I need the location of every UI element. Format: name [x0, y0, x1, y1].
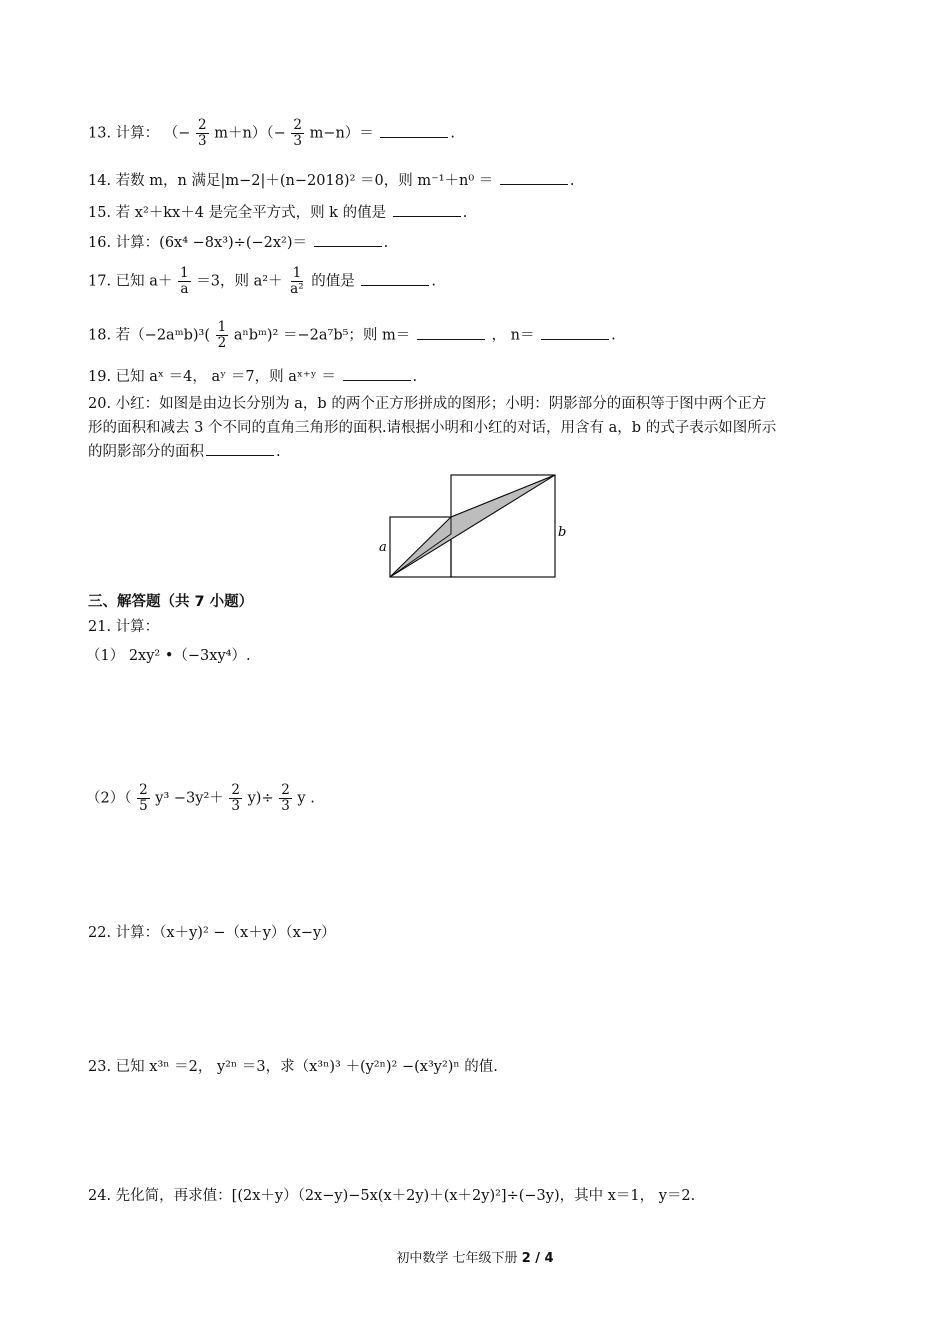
q23-number: 23. — [88, 1059, 112, 1075]
question-14: 14. 若数 m，n 满足|m−2|＋(n−2018)² ＝0，则 m⁻¹＋n⁰ ＝ . — [88, 170, 575, 191]
q21-part-2: （2）（ $\frac{2}{5}$ y³ −3y²＋ $\frac{2}{3}$ y)÷ $\frac{2}{3}$ y . — [86, 782, 315, 814]
q17-number: 17. — [88, 273, 112, 290]
q24-text: 先化简，再求值：[(2x＋y）（2x−y)−5x(x＋2y)＋(x＋2y)²]÷(−3y)，其中 x＝1， y＝2. — [115, 1188, 696, 1204]
q13-expr-a: （− — [163, 125, 191, 142]
q19-text: 已知 aˣ ＝4， aʸ ＝7，则 aˣ⁺ʸ ＝ — [115, 369, 336, 385]
q19-answer-blank[interactable] — [343, 366, 411, 381]
q24-number: 24. — [88, 1188, 112, 1204]
q20-line-2: 形的面积和减去 3 个不同的直角三角形的面积.请根据小明和小红的对话，用含有 a，b 的式子表示如图所示 — [88, 420, 777, 436]
q16-text: 计算：(6x⁴ −8x³)÷(−2x²)＝ — [115, 235, 308, 251]
q15-answer-blank[interactable] — [393, 202, 461, 217]
q13-expr-b: m＋n）（− — [214, 125, 286, 142]
q19-number: 19. — [88, 369, 112, 385]
question-13: 13. 计算： （− $\frac{2}{3}$ m＋n）（− $\frac{2}{3}$ m−n）＝ . — [88, 117, 456, 149]
diagonal-line — [390, 475, 555, 577]
footer-text: 初中数学 七年级下册 — [396, 1251, 518, 1266]
q21-number: 21. — [88, 619, 112, 635]
q15-text: 若 x²＋kx＋4 是完全平方式，则 k 的值是 — [115, 205, 387, 221]
question-24 — [88, 1186, 695, 1206]
q21-part-1: （1） 2xy² •（−3xy⁴）. — [86, 648, 251, 664]
question-17: 17. 已知 a＋ $\frac{1}{a}$ ＝3，则 a²＋ $\frac{1}{\text{a²}}$ 的值是 . — [88, 265, 436, 297]
q16-number: 16. — [88, 235, 112, 251]
q18-part-a: 若（−2aᵐb)³( — [115, 327, 210, 344]
q18-answer-blank-m[interactable] — [417, 325, 485, 340]
q13-number: 13. — [88, 125, 112, 142]
question-20: 20. 小红：如图是由边长分别为 a，b 的两个正方形拼成的图形；小明：阴影部分的面积等于图中两个正方 形的面积和减去 3 个不同的直角三角形的面积.请根据小明和小红的对话，用含有 a，b 的式子表示如图所示 的阴影部分的面积 . — [88, 392, 868, 464]
q13-text: 计算： — [115, 125, 160, 142]
question-23 — [88, 1057, 498, 1077]
q18-fraction: $\frac{1}{2}$ — [217, 319, 227, 351]
q22-number: 22. — [88, 925, 112, 941]
q13-expr-c: m−n）＝ — [309, 125, 374, 142]
question-19: 19. 已知 aˣ ＝4， aʸ ＝7，则 aˣ⁺ʸ ＝ . — [88, 366, 417, 387]
q13-fraction-2: $\frac{2}{3}$ — [293, 117, 302, 149]
q14-number: 14. — [88, 173, 112, 189]
q21-fraction-3: $\frac{2}{3}$ — [281, 782, 290, 814]
q14-text: 若数 m，n 满足|m−2|＋(n−2018)² ＝0，则 m⁻¹＋n⁰ ＝ — [115, 173, 494, 189]
question-15: 15. 若 x²＋kx＋4 是完全平方式，则 k 的值是 . — [88, 202, 467, 223]
q17-fraction-1: $\frac{1}{a}$ — [180, 265, 189, 297]
question-21 — [88, 617, 159, 637]
label-b: b — [558, 525, 567, 540]
q20-line-1: 20. 小红：如图是由边长分别为 a，b 的两个正方形拼成的图形；小明：阴影部分的面积等于图中两个正方 — [88, 396, 767, 412]
question-22 — [88, 923, 336, 943]
section-3-heading: 三、解答题（共 7 小题） — [88, 594, 254, 610]
q21-text: 计算： — [115, 619, 160, 635]
q21-fraction-1: $\frac{2}{5}$ — [139, 782, 148, 814]
q18-part-c: ， n＝ — [491, 327, 535, 344]
q15-number: 15. — [88, 205, 112, 221]
q20-line-3: 的阴影部分的面积 — [88, 444, 204, 460]
label-a: a — [379, 540, 387, 555]
q13-answer-blank[interactable] — [380, 123, 448, 138]
q14-answer-blank[interactable] — [500, 170, 568, 185]
page-number: 2 / 4 — [521, 1251, 554, 1266]
q21-fraction-2: $\frac{2}{3}$ — [231, 782, 240, 814]
q17-part-b: ＝3，则 a²＋ — [196, 273, 283, 290]
page-footer — [0, 1247, 950, 1266]
two-squares-figure — [370, 470, 580, 582]
q22-text: 计算：（x＋y)² −（x＋y）（x−y） — [115, 925, 336, 941]
q16-answer-blank[interactable] — [314, 232, 382, 247]
q18-number: 18. — [88, 327, 112, 344]
q17-part-c: 的值是 — [311, 273, 355, 290]
shaded-region-bottom — [390, 517, 451, 577]
q20-answer-blank[interactable] — [206, 441, 274, 456]
q18-answer-blank-n[interactable] — [541, 325, 609, 340]
upper-line — [451, 475, 555, 517]
q17-part-a: 已知 a＋ — [115, 273, 173, 290]
q13-fraction-1: $\frac{2}{3}$ — [198, 117, 207, 149]
q18-part-b: aⁿbᵐ)² ＝−2a⁷b⁵；则 m＝ — [233, 327, 411, 344]
question-18: 18. 若（−2aᵐb)³( $\frac{1}{2}$ aⁿbᵐ)² ＝−2a⁷b⁵；则 m＝ ， n＝ . — [88, 319, 616, 351]
question-16: 16. 计算：(6x⁴ −8x³)÷(−2x²)＝ . — [88, 232, 388, 253]
q17-answer-blank[interactable] — [361, 271, 429, 286]
q23-text: 已知 x³ⁿ ＝2， y²ⁿ ＝3，求（x³ⁿ)³ ＋(y²ⁿ)² −(x³y²)ⁿ 的值. — [115, 1059, 498, 1075]
q17-fraction-2: $\frac{1}{\text{a²}}$ — [290, 265, 304, 297]
